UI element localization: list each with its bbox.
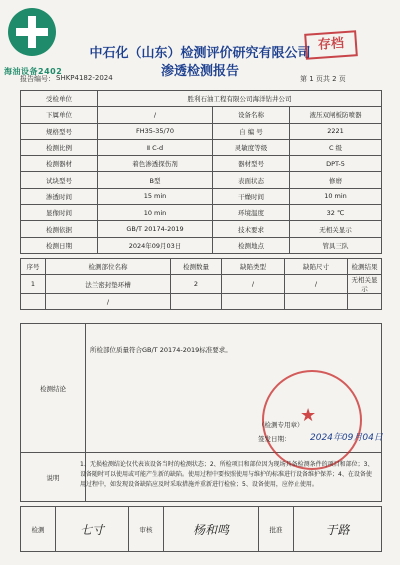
cell: 无相关显示 [348, 275, 382, 294]
column-header: 缺陷尺寸 [285, 259, 348, 275]
report-title: 渗透检测报告 [160, 64, 239, 79]
value-cell: 胜利石油工程有限公司海洋钻井公司 [98, 91, 382, 107]
results-table [20, 258, 382, 310]
cell: 1 [21, 275, 46, 294]
label-cell: 技术要求 [213, 221, 290, 237]
value-cell: FH35-35/70 [98, 123, 213, 139]
value-cell: 着色渗透探伤剂 [98, 156, 213, 172]
sign-date: 2024年09月04日 [310, 433, 383, 443]
label-cell: 下属单位 [21, 107, 98, 123]
cell [285, 294, 348, 310]
label-cell: 表面状态 [213, 172, 290, 188]
table-row [21, 275, 382, 294]
info-table [20, 90, 382, 254]
value-cell: GB/T 20174-2019 [98, 221, 213, 237]
sign-date-label: 签发日期： [258, 435, 291, 443]
label-cell: 设备名称 [213, 107, 290, 123]
label-cell: 渗透时间 [21, 188, 98, 204]
label-cell: 试块型号 [21, 172, 98, 188]
value-cell: 管具三队 [290, 237, 382, 253]
checker-label: 检测 [21, 507, 56, 552]
label-cell: 检测依据 [21, 221, 98, 237]
column-header: 检测数量 [171, 259, 222, 275]
company-title: 中石化（山东）检测评价研究有限公司 [89, 46, 311, 61]
label-cell: 器材型号 [213, 156, 290, 172]
column-header: 缺陷类型 [222, 259, 285, 275]
label-cell: 灵敏度等级 [213, 139, 290, 155]
label-cell: 受检单位 [21, 91, 98, 107]
value-cell: 10 min [290, 188, 382, 204]
notes-label: 说明 [21, 453, 86, 502]
cell: 法兰密封垫环槽 [46, 275, 171, 294]
cell [222, 294, 285, 310]
signature-table [20, 506, 382, 552]
label-cell: 规格型号 [21, 123, 98, 139]
value-cell: 10 min [98, 205, 213, 221]
label-cell: 检测日期 [21, 237, 98, 253]
cell: / [222, 275, 285, 294]
column-header: 检测部位名称 [46, 259, 171, 275]
checker-signature: 七寸 [56, 507, 129, 552]
value-cell: 液压双闸板防喷器 [290, 107, 382, 123]
cell [21, 294, 46, 310]
left-org-label: 海油设备2402 [4, 67, 63, 76]
approver-signature: 于路 [294, 507, 382, 552]
value-cell: 无相关显示 [290, 221, 382, 237]
report-no-label: 报告编号： [20, 75, 55, 83]
conclusion-text: 所检部位质量符合GB/T 20174-2019标准要求。 [90, 346, 232, 354]
value-cell: 32 ℃ [290, 205, 382, 221]
report-no: SHKP4182-2024 [56, 74, 113, 82]
cell: / [285, 275, 348, 294]
table-row [21, 294, 382, 310]
page-info: 第 1 页共 2 页 [300, 75, 346, 83]
value-cell: 修磨 [290, 172, 382, 188]
cell: 2 [171, 275, 222, 294]
cell: / [46, 294, 171, 310]
seal-star-icon: ★ [300, 405, 317, 426]
notes-text: 1、无损检测结论仅代表该设备当时的检测状态；2、所检项目和部位因为现场具备检测条件的项目和部位；3、设备随时可以使用或可能产生新的缺陷。使用过程中要按照使用与维护的标准进行设备维护保养；4、在设备使用过程中，如发现设备缺陷应及时采取措施并重新进行检验；5、设备使用，应停止使用。 [80, 461, 374, 488]
value-cell: C 级 [290, 139, 382, 155]
column-header: 检测结果 [348, 259, 382, 275]
cell [348, 294, 382, 310]
reviewer-label: 审核 [129, 507, 164, 552]
cell [171, 294, 222, 310]
reviewer-signature: 杨和鸣 [164, 507, 259, 552]
approver-label: 批准 [259, 507, 294, 552]
column-header: 序号 [21, 259, 46, 275]
conclusion-label: 检测结论 [21, 324, 86, 453]
value-cell: B型 [98, 172, 213, 188]
label-cell: 环境温度 [213, 205, 290, 221]
label-cell: 干燥时间 [213, 188, 290, 204]
archive-stamp: 存档 [304, 30, 358, 60]
label-cell: 自 编 号 [213, 123, 290, 139]
value-cell: / [98, 107, 213, 123]
label-cell: 检测比例 [21, 139, 98, 155]
value-cell: 2221 [290, 123, 382, 139]
value-cell: 2024年09月03日 [98, 237, 213, 253]
value-cell: DPT-5 [290, 156, 382, 172]
seal-caption: （检测专用章） [258, 421, 304, 429]
label-cell: 检测器材 [21, 156, 98, 172]
value-cell: Ⅱ C-d [98, 139, 213, 155]
value-cell: 15 min [98, 188, 213, 204]
label-cell: 显像时间 [21, 205, 98, 221]
label-cell: 检测地点 [213, 237, 290, 253]
